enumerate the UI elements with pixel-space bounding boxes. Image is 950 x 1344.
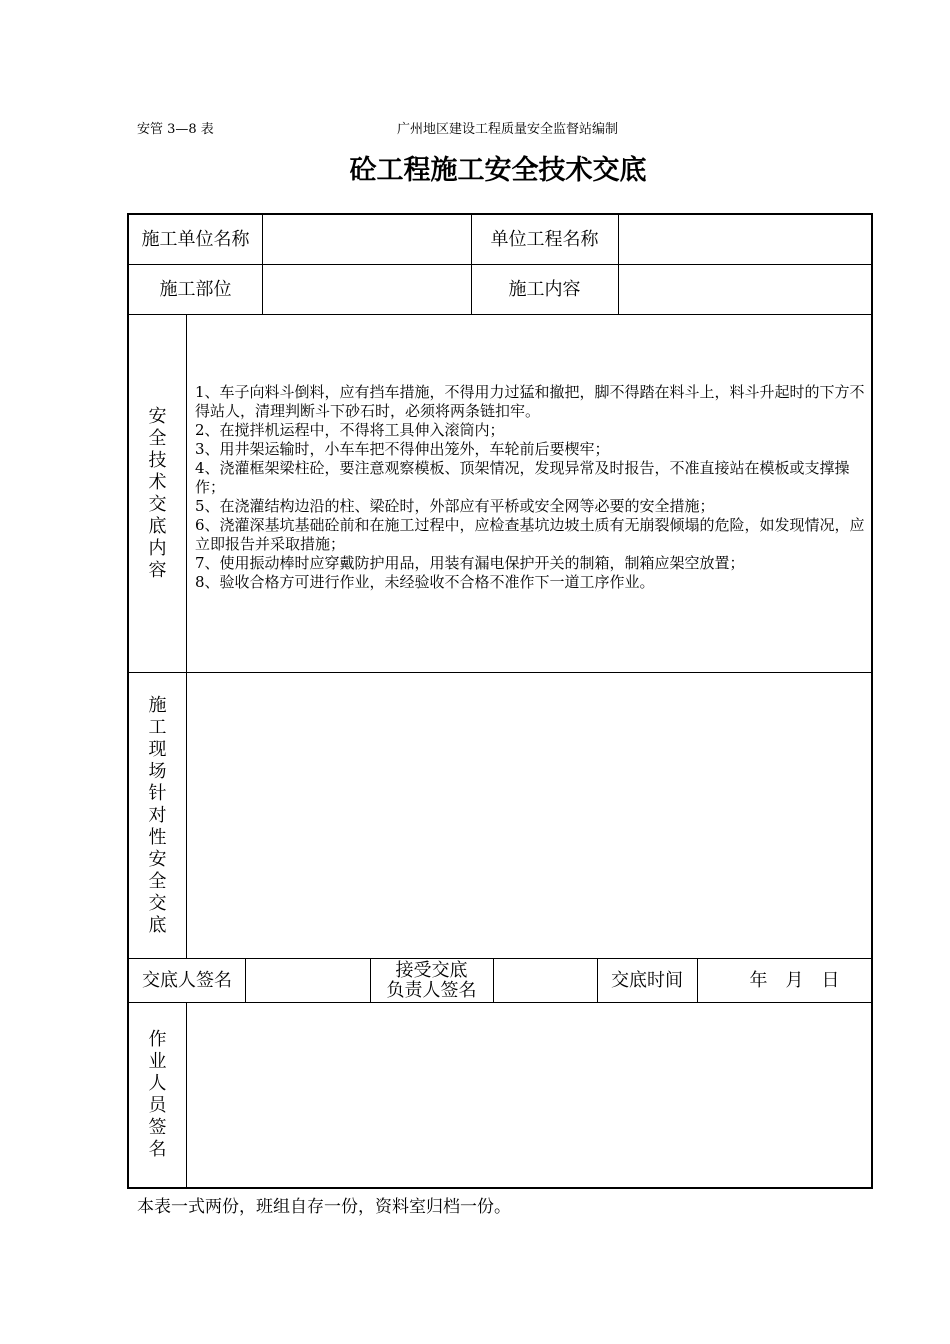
site-label-char: 现 <box>148 738 167 760</box>
safety-label-char: 交 <box>148 493 167 515</box>
site-label-char: 施 <box>148 694 167 716</box>
construction-unit-field[interactable] <box>263 215 471 264</box>
site-label-char: 全 <box>148 870 167 892</box>
receiver-label-line2: 负责人签名 <box>386 979 477 1001</box>
safety-label-char: 技 <box>148 449 167 471</box>
form-code: 安管 3—8 表 <box>137 122 214 137</box>
discloser-label: 交底人签名 <box>142 969 232 991</box>
discloser-signature-field[interactable] <box>246 959 370 1002</box>
workers-signature-field[interactable] <box>187 1003 871 1187</box>
document-title: 砼工程施工安全技术交底 <box>349 155 647 186</box>
safety-item: 8、验收合格方可进行作业，未经验收不合格不准作下一道工序作业。 <box>195 573 655 591</box>
disclosure-date-field[interactable]: 年 月 日 <box>749 969 840 991</box>
safety-label-char: 内 <box>148 537 167 559</box>
site-label-char: 底 <box>148 914 167 936</box>
safety-content <box>195 383 871 592</box>
disclosure-time-label: 交底时间 <box>611 969 683 991</box>
safety-item: 2、在搅拌机运程中，不得将工具伸入滚筒内； <box>195 421 505 439</box>
safety-item: 3、用井架运输时，小车车把不得伸出笼外，车轮前后要楔牢； <box>195 440 610 458</box>
safety-item: 4、浇灌框架梁柱砼，要注意观察模板、顶架情况，发现异常及时报告，不准直接站在模板或支撑操作； <box>195 459 850 496</box>
safety-label-char: 全 <box>148 427 167 449</box>
site-label-char: 性 <box>148 826 167 848</box>
site-label-char: 对 <box>148 804 167 826</box>
receiver-label-line1: 接受交底 <box>395 959 468 981</box>
project-unit-label: 单位工程名称 <box>490 228 599 250</box>
site-label-char: 工 <box>148 716 167 738</box>
workers-label-char: 签 <box>148 1117 167 1138</box>
safety-section-label <box>129 315 186 672</box>
safety-label-char: 底 <box>148 515 167 537</box>
workers-label-char: 员 <box>148 1095 167 1116</box>
row-divider <box>129 314 871 315</box>
footer-note: 本表一式两份，班组自存一份，资料室归档一份。 <box>137 1197 511 1217</box>
disclosure-form <box>127 213 873 1189</box>
site-label-char: 安 <box>148 848 167 870</box>
site-label-char: 针 <box>148 782 167 804</box>
issuer-text: 广州地区建设工程质量安全监督站编制 <box>397 122 619 137</box>
workers-label-char: 名 <box>148 1139 167 1160</box>
site-section-field[interactable] <box>187 673 871 958</box>
safety-item: 1、车子向料斗倒料，应有挡车措施，不得用力过猛和撤把，脚不得踏在料斗上，料斗升起时的下方不得站人，清理判断斗下砂石时，必须将两条链扣牢。 <box>195 383 865 420</box>
site-label-char: 场 <box>148 760 167 782</box>
safety-item: 5、在浇灌结构边沿的柱、梁砼时，外部应有平桥或安全网等必要的安全措施； <box>195 497 715 515</box>
construction-content-label: 施工内容 <box>508 278 581 300</box>
site-section-label <box>129 673 186 958</box>
safety-label-char: 容 <box>148 559 167 581</box>
construction-part-label: 施工部位 <box>159 278 232 300</box>
construction-content-field[interactable] <box>619 265 871 314</box>
construction-part-field[interactable] <box>263 265 471 314</box>
safety-label-char: 安 <box>148 405 167 427</box>
receiver-signature-field[interactable] <box>494 959 597 1002</box>
safety-item: 7、使用振动棒时应穿戴防护用品，用装有漏电保护开关的制箱，制箱应架空放置； <box>195 554 745 572</box>
project-unit-field[interactable] <box>619 215 871 264</box>
safety-item: 6、浇灌深基坑基础砼前和在施工过程中，应检查基坑边坡土质有无崩裂倾塌的危险，如发现情况，应立即报告并采取措施； <box>195 516 865 553</box>
construction-unit-label: 施工单位名称 <box>141 228 250 250</box>
workers-label-char: 作 <box>148 1029 167 1050</box>
site-label-char: 交 <box>148 892 167 914</box>
receiver-label <box>370 959 493 1002</box>
safety-label-char: 术 <box>148 471 167 493</box>
workers-label-char: 业 <box>148 1051 167 1072</box>
workers-label-char: 人 <box>148 1073 167 1094</box>
workers-section-label <box>129 1003 186 1187</box>
